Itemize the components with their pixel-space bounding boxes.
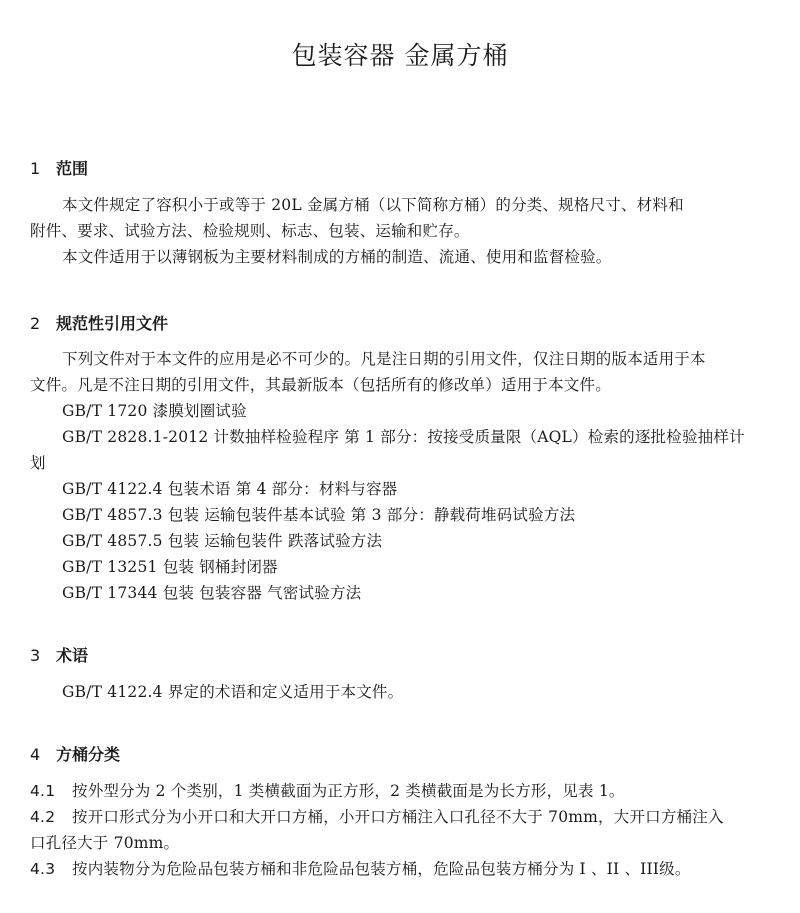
section-title: 规范性引用文件 — [56, 314, 169, 333]
section-number: 4 — [30, 745, 41, 764]
paragraph-line: 下列文件对于本文件的应用是必不可少的。凡是注日期的引用文件，仅注日期的版本适用于本 — [62, 350, 706, 368]
document-title: 包装容器 金属方桶 — [291, 41, 509, 70]
section-4-heading — [30, 742, 120, 765]
reference-item: GB/T 4857.3 包装 运输包装件基本试验 第 3 部分：静载荷堆码试验方法 — [62, 506, 576, 524]
clause-number: 4.3 — [30, 860, 56, 878]
clause-line — [30, 779, 625, 801]
section-number: 3 — [30, 646, 41, 665]
reference-item: GB/T 4857.5 包装 运输包装件 跌落试验方法 — [62, 532, 383, 550]
section-number: 2 — [30, 314, 41, 333]
paragraph-line: 文件。凡是不注日期的引用文件，其最新版本（包括所有的修改单）适用于本文件。 — [30, 376, 611, 394]
paragraph-line: 本文件适用于以薄钢板为主要材料制成的方桶的制造、流通、使用和监督检验。 — [62, 248, 612, 266]
paragraph-line: 附件、要求、试验方法、检验规则、标志、包装、运输和贮存。 — [30, 222, 470, 240]
clause-text: 按开口形式分为小开口和大开口方桶，小开口方桶注入口孔径不大于 70mm，大开口方桶注入 — [72, 808, 724, 826]
reference-item: GB/T 13251 包装 钢桶封闭器 — [62, 558, 278, 576]
section-title: 范围 — [56, 159, 89, 178]
clause-line-continuation — [30, 831, 179, 853]
clause-text: 口孔径大于 70mm。 — [30, 834, 180, 852]
section-title: 术语 — [56, 646, 89, 665]
clause-number: 4.2 — [30, 808, 56, 826]
reference-item: GB/T 4122.4 包装术语 第 4 部分：材料与容器 — [62, 480, 398, 498]
clause-text: 按外型分为 2 个类别，1 类横截面为正方形，2 类横截面是为长方形，见表 1。 — [72, 782, 625, 800]
reference-item: GB/T 2828.1-2012 计数抽样检验程序 第 1 部分：按接受质量限（AQL）检索的逐批检验抽样计 — [62, 428, 745, 446]
clause-text: 按内装物分为危险品包装方桶和非危险品包装方桶，危险品包装方桶分为 I 、II 、III级。 — [72, 860, 691, 878]
section-title: 方桶分类 — [56, 745, 121, 764]
reference-item-continuation: 划 — [30, 454, 46, 472]
clause-number: 4.1 — [30, 782, 56, 800]
reference-item: GB/T 1720 漆膜划圈试验 — [62, 402, 247, 420]
section-1-heading — [30, 156, 88, 179]
paragraph-line: 本文件规定了容积小于或等于 20L 金属方桶（以下简称方桶）的分类、规格尺寸、材料和 — [62, 196, 684, 214]
paragraph-line: GB/T 4122.4 界定的术语和定义适用于本文件。 — [62, 683, 404, 701]
section-3-heading — [30, 643, 88, 666]
clause-line — [30, 857, 691, 879]
reference-item: GB/T 17344 包装 包装容器 气密试验方法 — [62, 584, 362, 602]
section-number: 1 — [30, 159, 41, 178]
section-2-heading — [30, 311, 168, 334]
clause-line — [30, 805, 724, 827]
